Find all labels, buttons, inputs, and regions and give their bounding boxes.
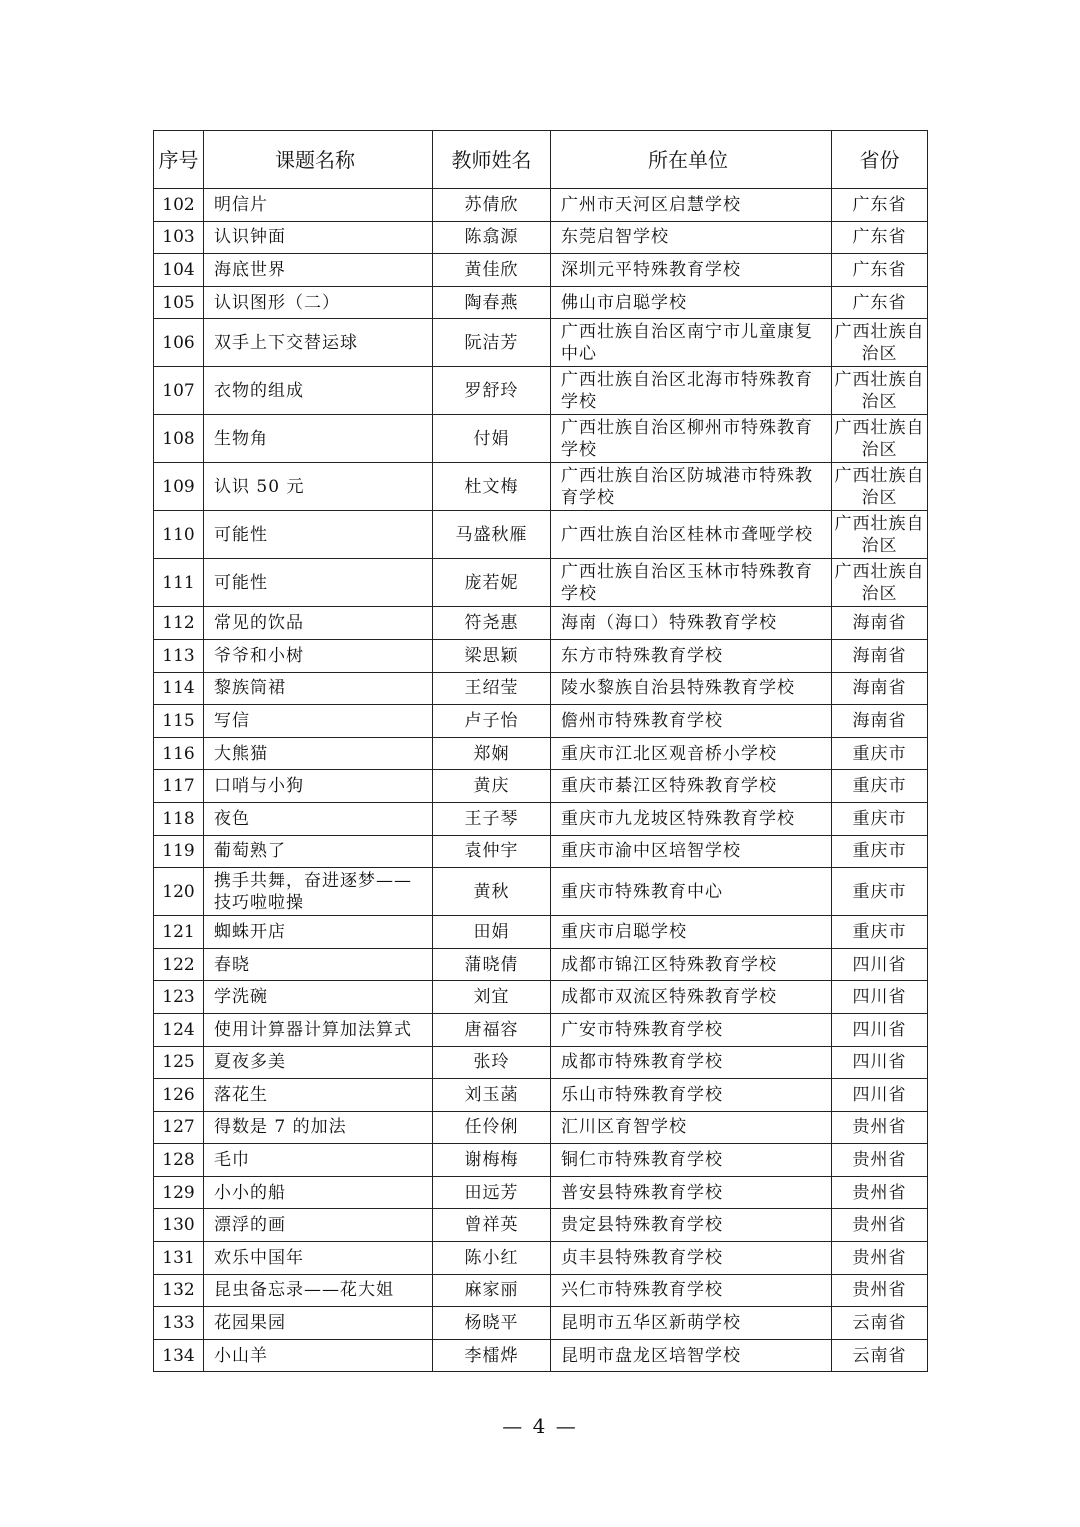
table-row: [154, 1209, 928, 1242]
cell-work-unit: 兴仁市特殊教育学校: [551, 1274, 832, 1307]
cell-serial-number: 123: [154, 981, 204, 1014]
table-row: [154, 868, 928, 916]
cell-work-unit: 乐山市特殊教育学校: [551, 1079, 832, 1112]
cell-lesson-title: 葡萄熟了: [204, 835, 433, 868]
cell-lesson-title: 学洗碗: [204, 981, 433, 1014]
table-row: [154, 463, 928, 511]
cell-teacher-name: 蒲晓倩: [433, 948, 551, 981]
cell-lesson-title: 得数是 7 的加法: [204, 1111, 433, 1144]
table-row: [154, 1144, 928, 1177]
cell-serial-number: 110: [154, 511, 204, 559]
table-row: [154, 835, 928, 868]
cell-province: 重庆市: [832, 916, 928, 949]
cell-teacher-name: 曾祥英: [433, 1209, 551, 1242]
cell-serial-number: 104: [154, 254, 204, 287]
cell-serial-number: 121: [154, 916, 204, 949]
cell-lesson-title: 使用计算器计算加法算式: [204, 1013, 433, 1046]
cell-province: 重庆市: [832, 802, 928, 835]
cell-serial-number: 131: [154, 1242, 204, 1275]
cell-serial-number: 127: [154, 1111, 204, 1144]
page-number: — 4 —: [502, 1414, 578, 1438]
header-teacher-name: 教师姓名: [433, 131, 551, 189]
cell-lesson-title: 生物角: [204, 415, 433, 463]
cell-province: 广东省: [832, 254, 928, 287]
cell-work-unit: 深圳元平特殊教育学校: [551, 254, 832, 287]
table-row: [154, 1176, 928, 1209]
cell-work-unit: 广西壮族自治区玉林市特殊教育学校: [551, 559, 832, 607]
cell-teacher-name: 任伶俐: [433, 1111, 551, 1144]
cell-serial-number: 133: [154, 1307, 204, 1340]
cell-serial-number: 108: [154, 415, 204, 463]
cell-lesson-title: 昆虫备忘录——花大姐: [204, 1274, 433, 1307]
cell-serial-number: 107: [154, 367, 204, 415]
cell-work-unit: 海南（海口）特殊教育学校: [551, 607, 832, 640]
cell-lesson-title: 可能性: [204, 511, 433, 559]
cell-teacher-name: 郑娴: [433, 737, 551, 770]
table-row: [154, 1079, 928, 1112]
cell-teacher-name: 袁仲宇: [433, 835, 551, 868]
table-row: [154, 737, 928, 770]
cell-lesson-title: 常见的饮品: [204, 607, 433, 640]
cell-province: 四川省: [832, 981, 928, 1014]
cell-province: 广东省: [832, 189, 928, 222]
award-list-table: [153, 130, 928, 1372]
table-row: [154, 367, 928, 415]
cell-province: 四川省: [832, 1046, 928, 1079]
table-row: [154, 221, 928, 254]
cell-province: 云南省: [832, 1339, 928, 1372]
table-row: [154, 916, 928, 949]
cell-province: 广东省: [832, 221, 928, 254]
cell-teacher-name: 张玲: [433, 1046, 551, 1079]
cell-lesson-title: 花园果园: [204, 1307, 433, 1340]
cell-lesson-title: 落花生: [204, 1079, 433, 1112]
table-row: [154, 559, 928, 607]
cell-serial-number: 130: [154, 1209, 204, 1242]
cell-province: 贵州省: [832, 1111, 928, 1144]
cell-province: 四川省: [832, 948, 928, 981]
table-row: [154, 319, 928, 367]
cell-teacher-name: 刘宜: [433, 981, 551, 1014]
cell-serial-number: 106: [154, 319, 204, 367]
header-lesson-title: 课题名称: [204, 131, 433, 189]
cell-work-unit: 广西壮族自治区南宁市儿童康复中心: [551, 319, 832, 367]
cell-serial-number: 120: [154, 868, 204, 916]
cell-serial-number: 129: [154, 1176, 204, 1209]
cell-work-unit: 广州市天河区启慧学校: [551, 189, 832, 222]
cell-teacher-name: 阮洁芳: [433, 319, 551, 367]
cell-teacher-name: 王子琴: [433, 802, 551, 835]
table-row: [154, 948, 928, 981]
cell-lesson-title: 认识 50 元: [204, 463, 433, 511]
cell-work-unit: 广西壮族自治区防城港市特殊教育学校: [551, 463, 832, 511]
table-row: [154, 607, 928, 640]
cell-province: 重庆市: [832, 868, 928, 916]
cell-serial-number: 126: [154, 1079, 204, 1112]
table-row: [154, 770, 928, 803]
cell-lesson-title: 欢乐中国年: [204, 1242, 433, 1275]
header-serial-number: 序号: [154, 131, 204, 189]
table-row: [154, 1339, 928, 1372]
cell-work-unit: 重庆市綦江区特殊教育学校: [551, 770, 832, 803]
cell-lesson-title: 小山羊: [204, 1339, 433, 1372]
cell-serial-number: 128: [154, 1144, 204, 1177]
cell-teacher-name: 田娟: [433, 916, 551, 949]
cell-work-unit: 成都市双流区特殊教育学校: [551, 981, 832, 1014]
cell-province: 四川省: [832, 1013, 928, 1046]
cell-lesson-title: 明信片: [204, 189, 433, 222]
cell-work-unit: 广西壮族自治区柳州市特殊教育学校: [551, 415, 832, 463]
cell-work-unit: 重庆市渝中区培智学校: [551, 835, 832, 868]
cell-lesson-title: 衣物的组成: [204, 367, 433, 415]
cell-lesson-title: 春晓: [204, 948, 433, 981]
header-province: 省份: [832, 131, 928, 189]
cell-serial-number: 114: [154, 672, 204, 705]
cell-work-unit: 陵水黎族自治县特殊教育学校: [551, 672, 832, 705]
table-row: [154, 705, 928, 738]
cell-province: 广西壮族自治区: [832, 511, 928, 559]
table-row: [154, 1111, 928, 1144]
cell-province: 贵州省: [832, 1209, 928, 1242]
cell-serial-number: 111: [154, 559, 204, 607]
cell-work-unit: 成都市特殊教育学校: [551, 1046, 832, 1079]
cell-teacher-name: 黄秋: [433, 868, 551, 916]
table-row: [154, 511, 928, 559]
cell-work-unit: 铜仁市特殊教育学校: [551, 1144, 832, 1177]
table-row: [154, 1013, 928, 1046]
table-row: [154, 286, 928, 319]
cell-serial-number: 113: [154, 639, 204, 672]
cell-lesson-title: 大熊猫: [204, 737, 433, 770]
cell-province: 海南省: [832, 705, 928, 738]
cell-teacher-name: 刘玉菡: [433, 1079, 551, 1112]
cell-work-unit: 东方市特殊教育学校: [551, 639, 832, 672]
cell-teacher-name: 黄庆: [433, 770, 551, 803]
cell-work-unit: 贞丰县特殊教育学校: [551, 1242, 832, 1275]
cell-teacher-name: 唐福容: [433, 1013, 551, 1046]
cell-serial-number: 105: [154, 286, 204, 319]
cell-work-unit: 东莞启智学校: [551, 221, 832, 254]
cell-lesson-title: 黎族筒裙: [204, 672, 433, 705]
cell-teacher-name: 马盛秋雁: [433, 511, 551, 559]
cell-lesson-title: 认识钟面: [204, 221, 433, 254]
cell-work-unit: 广西壮族自治区北海市特殊教育学校: [551, 367, 832, 415]
cell-work-unit: 重庆市特殊教育中心: [551, 868, 832, 916]
cell-work-unit: 儋州市特殊教育学校: [551, 705, 832, 738]
cell-work-unit: 广安市特殊教育学校: [551, 1013, 832, 1046]
cell-serial-number: 116: [154, 737, 204, 770]
cell-province: 广东省: [832, 286, 928, 319]
cell-work-unit: 贵定县特殊教育学校: [551, 1209, 832, 1242]
cell-teacher-name: 苏倩欣: [433, 189, 551, 222]
cell-serial-number: 125: [154, 1046, 204, 1079]
cell-serial-number: 112: [154, 607, 204, 640]
cell-province: 广西壮族自治区: [832, 463, 928, 511]
table-row: [154, 1307, 928, 1340]
cell-teacher-name: 卢子怡: [433, 705, 551, 738]
cell-province: 贵州省: [832, 1274, 928, 1307]
cell-lesson-title: 小小的船: [204, 1176, 433, 1209]
cell-teacher-name: 陈小红: [433, 1242, 551, 1275]
cell-province: 海南省: [832, 607, 928, 640]
cell-teacher-name: 杜文梅: [433, 463, 551, 511]
cell-serial-number: 122: [154, 948, 204, 981]
cell-serial-number: 117: [154, 770, 204, 803]
cell-teacher-name: 黄佳欣: [433, 254, 551, 287]
cell-serial-number: 132: [154, 1274, 204, 1307]
cell-lesson-title: 漂浮的画: [204, 1209, 433, 1242]
cell-serial-number: 118: [154, 802, 204, 835]
cell-work-unit: 广西壮族自治区桂林市聋哑学校: [551, 511, 832, 559]
cell-work-unit: 佛山市启聪学校: [551, 286, 832, 319]
table-row: [154, 189, 928, 222]
cell-teacher-name: 符尧惠: [433, 607, 551, 640]
cell-lesson-title: 可能性: [204, 559, 433, 607]
cell-province: 贵州省: [832, 1144, 928, 1177]
cell-lesson-title: 夏夜多美: [204, 1046, 433, 1079]
cell-teacher-name: 陶春燕: [433, 286, 551, 319]
cell-teacher-name: 王绍莹: [433, 672, 551, 705]
cell-serial-number: 124: [154, 1013, 204, 1046]
table-row: [154, 802, 928, 835]
cell-serial-number: 115: [154, 705, 204, 738]
table-row: [154, 415, 928, 463]
cell-teacher-name: 付娟: [433, 415, 551, 463]
table-header-row: [154, 131, 928, 189]
cell-province: 广西壮族自治区: [832, 319, 928, 367]
cell-lesson-title: 口哨与小狗: [204, 770, 433, 803]
cell-province: 海南省: [832, 672, 928, 705]
cell-province: 四川省: [832, 1079, 928, 1112]
cell-lesson-title: 爷爷和小树: [204, 639, 433, 672]
cell-teacher-name: 李檑烨: [433, 1339, 551, 1372]
cell-teacher-name: 田远芳: [433, 1176, 551, 1209]
cell-lesson-title: 写信: [204, 705, 433, 738]
cell-work-unit: 汇川区育智学校: [551, 1111, 832, 1144]
cell-work-unit: 昆明市盘龙区培智学校: [551, 1339, 832, 1372]
cell-lesson-title: 海底世界: [204, 254, 433, 287]
cell-lesson-title: 携手共舞，奋进逐梦——技巧啦啦操: [204, 868, 433, 916]
cell-work-unit: 重庆市启聪学校: [551, 916, 832, 949]
cell-teacher-name: 罗舒玲: [433, 367, 551, 415]
cell-teacher-name: 陈翕源: [433, 221, 551, 254]
cell-province: 贵州省: [832, 1176, 928, 1209]
table-row: [154, 254, 928, 287]
cell-province: 重庆市: [832, 835, 928, 868]
cell-province: 重庆市: [832, 770, 928, 803]
cell-lesson-title: 夜色: [204, 802, 433, 835]
cell-teacher-name: 谢梅梅: [433, 1144, 551, 1177]
table-row: [154, 1046, 928, 1079]
cell-province: 贵州省: [832, 1242, 928, 1275]
table-row: [154, 1242, 928, 1275]
cell-serial-number: 103: [154, 221, 204, 254]
cell-serial-number: 119: [154, 835, 204, 868]
table-row: [154, 1274, 928, 1307]
cell-province: 广西壮族自治区: [832, 415, 928, 463]
cell-province: 广西壮族自治区: [832, 559, 928, 607]
cell-lesson-title: 毛巾: [204, 1144, 433, 1177]
cell-lesson-title: 双手上下交替运球: [204, 319, 433, 367]
table-row: [154, 639, 928, 672]
cell-work-unit: 成都市锦江区特殊教育学校: [551, 948, 832, 981]
cell-teacher-name: 麻家丽: [433, 1274, 551, 1307]
cell-teacher-name: 梁思颖: [433, 639, 551, 672]
cell-teacher-name: 杨晓平: [433, 1307, 551, 1340]
table-row: [154, 672, 928, 705]
cell-work-unit: 重庆市江北区观音桥小学校: [551, 737, 832, 770]
cell-lesson-title: 蜘蛛开店: [204, 916, 433, 949]
cell-province: 广西壮族自治区: [832, 367, 928, 415]
cell-serial-number: 134: [154, 1339, 204, 1372]
cell-province: 重庆市: [832, 737, 928, 770]
cell-lesson-title: 认识图形（二）: [204, 286, 433, 319]
cell-serial-number: 109: [154, 463, 204, 511]
cell-work-unit: 昆明市五华区新萌学校: [551, 1307, 832, 1340]
cell-teacher-name: 庞若妮: [433, 559, 551, 607]
header-work-unit: 所在单位: [551, 131, 832, 189]
cell-work-unit: 普安县特殊教育学校: [551, 1176, 832, 1209]
cell-province: 云南省: [832, 1307, 928, 1340]
cell-work-unit: 重庆市九龙坡区特殊教育学校: [551, 802, 832, 835]
cell-province: 海南省: [832, 639, 928, 672]
table-row: [154, 981, 928, 1014]
cell-serial-number: 102: [154, 189, 204, 222]
